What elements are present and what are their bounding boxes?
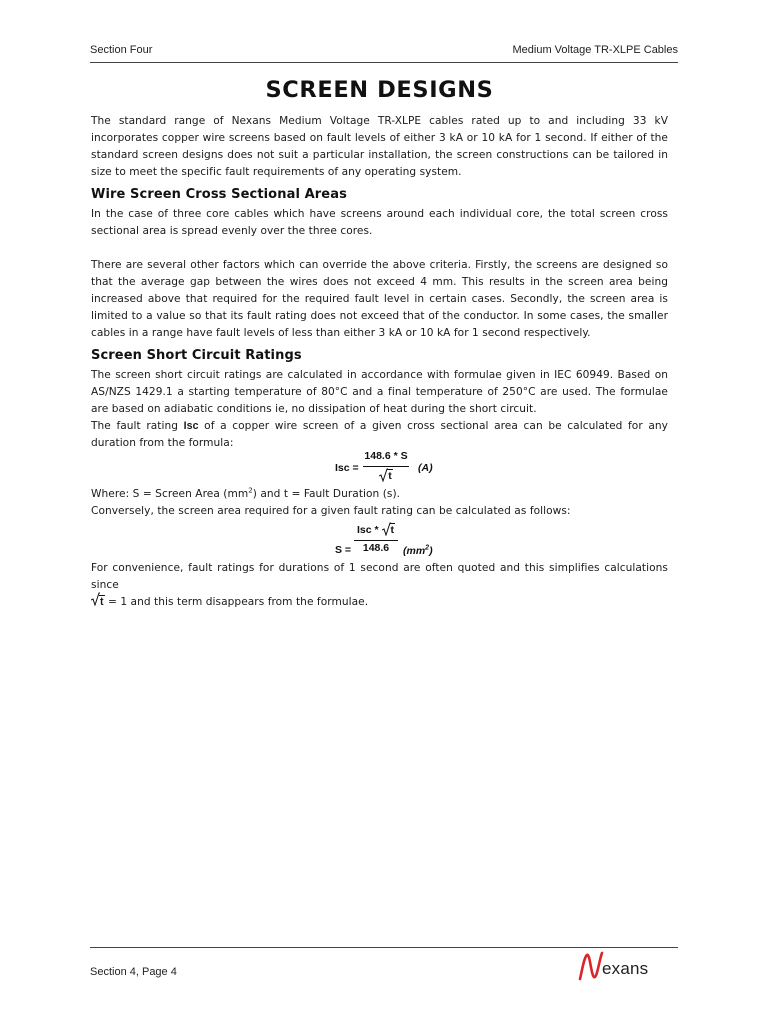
- footer-page-number: Section 4, Page 4: [90, 966, 177, 978]
- formula-numerator: 148.6 * S: [364, 450, 408, 462]
- formula2-numerator: Isc * t: [356, 524, 395, 536]
- conversely-line: Conversely, the screen area required for a given fault rating can be calculated as follows:: [91, 505, 571, 517]
- header-section: Section Four: [90, 44, 153, 56]
- wire-screen-paragraph-2: There are several other factors which can override the above criteria. Firstly, the screens are designed so that the average gap between the wires does not exceed 4 mm. This results in the screen area being increased above that required for the required fault level in certain cases. Secondly, the screen area is limited to a value so that its fault rating does not exceed that of the conductor. In some cases, the smaller cables in a range have fault levels of less than either 3 kA or 10 kA for 1 second respectively.: [91, 259, 668, 339]
- formula2-unit: $(mm^2)$: [403, 544, 433, 557]
- header-rule: [90, 62, 678, 63]
- isc-term: Isc: [183, 420, 199, 432]
- header-doc-title: Medium Voltage TR-XLPE Cables: [512, 44, 678, 56]
- page-title: SCREEN DESIGNS: [265, 77, 494, 103]
- formula-unit: (A): [418, 462, 433, 474]
- where-line: Where: S = Screen Area $(mm^2)$ and t = Fault Duration (s).: [91, 486, 401, 500]
- sqrt-icon: t: [379, 470, 393, 482]
- section-heading-wire-screen: Wire Screen Cross Sectional Areas: [91, 187, 347, 202]
- sqrt-icon: t: [91, 594, 105, 611]
- fault-rating-paragraph: The fault rating Isc of a copper wire screen of a given cross sectional area can be calculated for any duration from the formula:: [91, 420, 668, 449]
- formula-denominator: [363, 470, 409, 482]
- page-content: [91, 77, 668, 611]
- fraction-bar: [363, 466, 409, 467]
- nexans-logo: [578, 949, 648, 981]
- formula2-lhs: S =: [335, 544, 352, 556]
- sqrt-icon: t: [382, 524, 396, 536]
- logo-text: exans: [602, 959, 649, 978]
- fraction-bar: [354, 540, 398, 541]
- intro-paragraph: The standard range of Nexans Medium Voltage TR-XLPE cables rated up to and including 33 kV incorporates copper wire screens based on fault levels of either 3 kA or 10 kA for 1 second. If either of the standard screen designs does not suit a particular installation, the screen constructions can be tailored in size to meet the specific fault requirements of any operating system.: [91, 115, 668, 178]
- wire-screen-paragraph-1: In the case of three core cables which have screens around each individual core, the total screen cross sectional area is spread evenly over the three cores.: [91, 208, 668, 237]
- isc-formula: [91, 452, 668, 486]
- convenience-paragraph: For convenience, fault ratings for durations of 1 second are often quoted and this simplifies calculations since t = 1 and this term disappears from the formulae.: [91, 560, 668, 611]
- section-heading-short-circuit: Screen Short Circuit Ratings: [91, 348, 302, 363]
- formula-lhs: Isc =: [335, 462, 359, 474]
- s-formula: [91, 520, 668, 560]
- short-circuit-paragraph-1: The screen short circuit ratings are calculated in accordance with formulae given in IEC 60949. Based on AS/NZS 1429.1 a starting temperature of 80°C and a final temperature of 250°C are used. The formulae are based on adiabatic conditions ie, no dissipation of heat during the short circuit.: [91, 369, 668, 415]
- nexans-logo-n-icon: [578, 951, 604, 981]
- formula2-denominator: 148.6: [362, 542, 390, 554]
- footer-rule: [90, 947, 678, 948]
- page-header: [90, 44, 678, 56]
